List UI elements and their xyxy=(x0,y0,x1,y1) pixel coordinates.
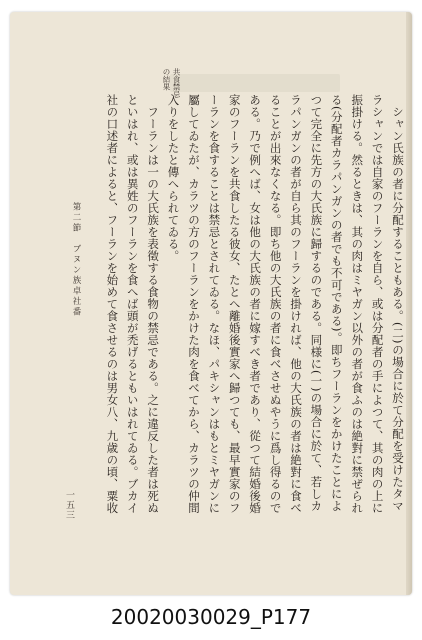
paragraph-2: フーランは一の大氏族を表徵する食物の禁忌である。之に違反した者は死ぬといはれ、或は異姓のフーランを食へば頭が禿げるともいはれてゐる。ブカイ社の口述者によると、フーランを始めて食させるのは男女八、九歳の頃、粟收 xyxy=(105,94,161,514)
paragraph-1: シャン氏族の者に分配することもある。(二)の場合に於て分配を受けたタマラシャンでは自家のフーランを自ら、或は分配者の手によつて、其の肉の上に振掛ける。然るときは、其の肉はミヤガン以外の者が食ふのは絶對に禁ぜられる(分配者カラパンガンの者でも不可である)。即ちフーランをかけたことによつて完全に先方の大氏族に歸するのである。同様に(一)の場合に於て、若しカラパンガンの者が自ら其のフーランを掛ければ、他の大氏族の者は絶對に食べることが出來なくなる。即ち他の大氏族の者に食べさせぬやうに爲し得るのである。乃で例へば、女は他の大氏族の者に嫁すべき者であり、從つて結婚後婚家のフーランを共食したる彼女、たとへ離婚後實家へ歸つても、最早實家のフーランを食することは禁忌とされてゐる。なほ、パキシャンはもとミヤガンに屬してゐたが、カラツの方のフーランをかけた肉を食べてから、カラツの仲間入りをしたと傳へられてゐる。 xyxy=(166,94,405,514)
book-page xyxy=(10,12,412,595)
running-head: 第二節 ブヌン族卓社番 xyxy=(71,202,81,318)
bleed-through-text xyxy=(170,74,340,92)
marginal-heading: 共食禁忌 の結果 xyxy=(162,68,181,98)
page-number: 一五三 xyxy=(64,490,74,520)
image-caption: 20020030029_P177 xyxy=(110,605,312,629)
body-text xyxy=(102,94,408,519)
